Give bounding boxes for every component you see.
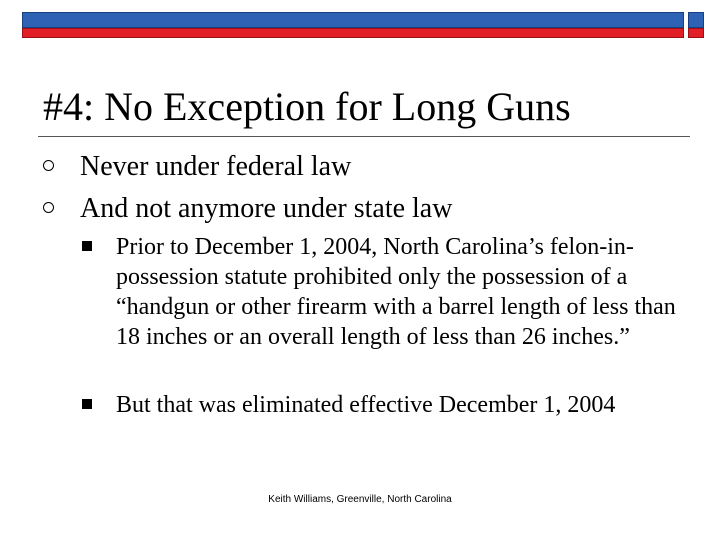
hollow-circle-bullet-icon [43, 202, 54, 213]
sub-bullet-item [82, 232, 676, 382]
sub-bullet-text: Prior to December 1, 2004, North Carolina’s felon-in-possession statute prohibited only the possession of a “handgun or other firearm with a barrel length of less than 18 inches or an overall length of less than 26 inches.” [116, 234, 676, 350]
header-blue-square [688, 12, 704, 28]
bullet-text: And not anymore under state law [80, 193, 453, 224]
sub-bullet-text: But that was eliminated effective December 1, 2004 [116, 392, 616, 418]
square-bullet-icon [82, 399, 92, 409]
bullet-item [43, 150, 703, 184]
square-bullet-icon [82, 241, 92, 251]
sub-bullet-item [82, 390, 672, 450]
bullet-text: Never under federal law [80, 151, 352, 182]
header-red-bar [22, 28, 684, 38]
slide-title: #4: No Exception for Long Guns [43, 84, 571, 129]
slide-footer: Keith Williams, Greenville, North Carolina [268, 494, 452, 505]
header-blue-bar [22, 12, 684, 28]
hollow-circle-bullet-icon [43, 160, 54, 171]
title-divider [38, 136, 690, 137]
bullet-item [43, 192, 703, 226]
header-red-square [688, 28, 704, 38]
